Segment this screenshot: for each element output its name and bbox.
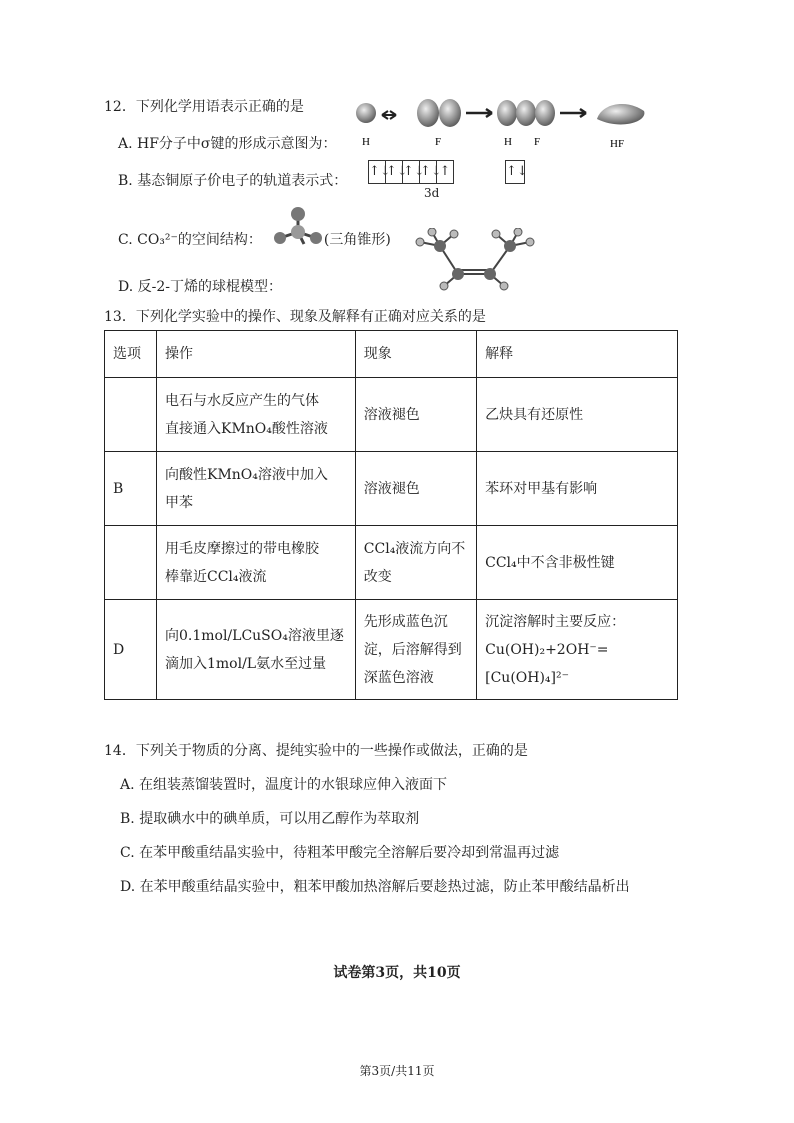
- h-orbital: [356, 103, 376, 123]
- phenomenon-line: 溶液褪色: [363, 480, 420, 497]
- question-14-option-d: D. 在苯甲酸重结晶实验中，粗苯甲酸加热溶解后要趁热过滤，防止苯甲酸结晶析出: [120, 879, 630, 895]
- table-row: [105, 452, 678, 526]
- orbital-cell: ↑↓: [419, 160, 436, 184]
- svg-text:H: H: [362, 136, 370, 148]
- operation-cell: [156, 378, 355, 452]
- svg-text:F: F: [534, 136, 541, 148]
- operation-line: 电石与水反应产生的气体: [164, 392, 319, 409]
- explanation-cell: [477, 526, 678, 600]
- trans-2-butene-ball-stick-model: [410, 228, 540, 292]
- operation-cell: [156, 526, 355, 600]
- operation-line: 用毛皮摩擦过的带电橡胶: [164, 540, 319, 557]
- experiment-table: [104, 330, 678, 700]
- explanation-line: 苯环对甲基有影响: [485, 480, 598, 497]
- hf-orbital: [597, 104, 644, 124]
- table-header: 解释: [477, 331, 678, 378]
- table-header: 现象: [355, 331, 476, 378]
- table-header-row: [105, 331, 678, 378]
- svg-text:H: H: [504, 136, 512, 148]
- table-row: [105, 378, 678, 452]
- phenomenon-cell: [355, 600, 476, 700]
- operation-cell: [156, 600, 355, 700]
- orbital-cell: ↑: [436, 160, 454, 184]
- table-header: 选项: [105, 331, 157, 378]
- operation-cell: [156, 452, 355, 526]
- question-12-option-c: [118, 229, 391, 249]
- phenomenon-line: 淀，后溶解得到: [363, 641, 462, 658]
- phenomenon-line: 溶液褪色: [363, 406, 420, 423]
- overlap-orbitals: [535, 100, 555, 126]
- question-14-option-b: B. 提取碘水中的碘单质，可以用乙醇作为萃取剂: [120, 811, 420, 827]
- co3-structure-model: [270, 204, 330, 254]
- svg-text:HF: HF: [610, 138, 625, 150]
- operation-line: 滴加入1mol/L氨水至过量: [164, 655, 327, 672]
- explanation-line: Cu(OH)₂+2OH⁻=[Cu(OH)₄]²⁻: [485, 641, 609, 686]
- arrow-1: [466, 109, 492, 117]
- question-12-option-a: A. HF分子中σ键的形成示意图为：: [118, 136, 337, 152]
- svg-text:F: F: [435, 136, 442, 148]
- question-14-option-c: C. 在苯甲酸重结晶实验中，待粗苯甲酸完全溶解后要冷却到常温再过滤: [120, 845, 560, 861]
- phenomenon-line: 深蓝色溶液: [363, 669, 434, 686]
- explanation-cell: [477, 378, 678, 452]
- document-page-number: 第3页/共11页: [359, 1064, 435, 1078]
- phenomenon-line: 先形成蓝色沉: [363, 613, 448, 630]
- explanation-cell: [477, 452, 678, 526]
- explanation-line: 乙炔具有还原性: [485, 406, 584, 423]
- option-cell: B: [105, 452, 157, 526]
- orbital-cell: ↑↓: [402, 160, 419, 184]
- exam-page-number: 试卷第3页，共10页: [333, 965, 461, 981]
- option-cell: [105, 526, 157, 600]
- explanation-line: 沉淀溶解时主要反应：: [485, 613, 626, 630]
- phenomenon-line: CCl₄液流方向不: [363, 540, 466, 557]
- explanation-line: CCl₄中不含非极性键: [485, 554, 615, 571]
- option-c-suffix: (三角锥形): [323, 232, 391, 248]
- question-12-option-d: D. 反-2-丁烯的球棍模型：: [118, 279, 282, 295]
- table-header: 操作: [156, 331, 355, 378]
- phenomenon-cell: [355, 378, 476, 452]
- approach-arrows: [382, 111, 396, 119]
- orbital-cell: ↑↓: [368, 160, 385, 184]
- option-cell: [105, 378, 157, 452]
- orbital-3d-label: 3d: [424, 186, 440, 200]
- orbital-4s-box: [505, 160, 528, 184]
- explanation-cell: [477, 600, 678, 700]
- question-12-option-b: B. 基态铜原子价电子的轨道表示式：: [118, 173, 348, 189]
- operation-line: 直接通入KMnO₄酸性溶液: [164, 420, 328, 437]
- question-14-option-a: A. 在组装蒸馏装置时，温度计的水银球应伸入液面下: [120, 777, 448, 793]
- orbital-cell: ↑↓: [505, 160, 525, 184]
- operation-line: 向酸性KMnO₄溶液中加入: [164, 466, 328, 483]
- operation-line: 棒靠近CCl₄液流: [164, 568, 267, 585]
- table-row: [105, 600, 678, 700]
- operation-line: 甲苯: [164, 494, 193, 511]
- orbital-cell: ↑↓: [385, 160, 402, 184]
- operation-line: 向0.1mol/LCuSO₄溶液里逐: [164, 627, 344, 644]
- table-row: [105, 526, 678, 600]
- option-c-text: C. CO₃²⁻的空间结构：: [118, 232, 262, 248]
- f-orbital: [439, 99, 461, 127]
- phenomenon-cell: [355, 452, 476, 526]
- question-14-stem: 14．下列关于物质的分离、提纯实验中的一些操作或做法，正确的是: [104, 743, 528, 759]
- arrow-2: [560, 109, 586, 117]
- option-cell: D: [105, 600, 157, 700]
- question-13-stem: 13．下列化学实验中的操作、现象及解释有正确对应关系的是: [104, 309, 486, 325]
- phenomenon-cell: [355, 526, 476, 600]
- phenomenon-line: 改变: [363, 568, 392, 585]
- hf-sigma-bond-diagram: [352, 97, 652, 153]
- question-12-stem: 12．下列化学用语表示正确的是: [104, 99, 304, 115]
- orbital-3d-boxes: [368, 160, 454, 184]
